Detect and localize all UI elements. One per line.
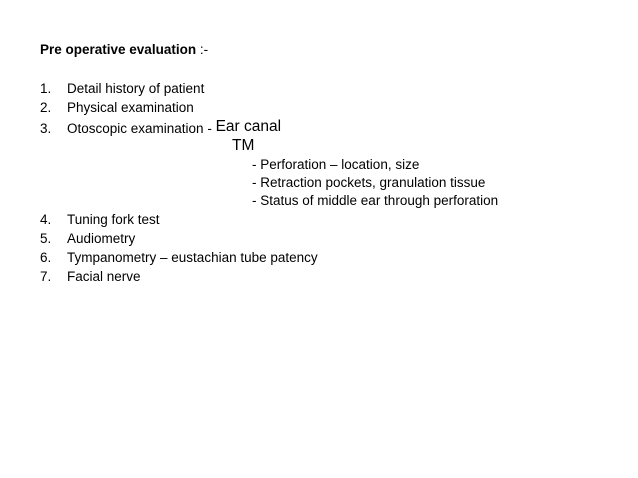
list-item-number: 1. xyxy=(40,81,52,96)
ear-canal-label: Ear canal xyxy=(215,118,282,135)
list-item-number: 3. xyxy=(40,121,52,136)
list-item-number: 6. xyxy=(40,250,52,265)
list-item-number: 4. xyxy=(40,212,52,227)
list-item-text: Detail history of patient xyxy=(67,81,205,96)
list-item-number: 7. xyxy=(40,269,52,284)
list-item-text: Audiometry xyxy=(67,231,136,246)
slide-title xyxy=(40,42,208,58)
title-suffix: :- xyxy=(196,42,209,57)
tm-subitem: - Status of middle ear through perforation xyxy=(252,193,499,208)
list-item-number: 2. xyxy=(40,100,52,115)
list-item-text: Physical examination xyxy=(67,100,194,115)
list-item-text: Facial nerve xyxy=(67,269,141,284)
tm-label: TM xyxy=(232,137,255,154)
otoscopic-label: Otoscopic examination - xyxy=(67,121,216,136)
tm-subitem: - Perforation – location, size xyxy=(252,157,420,172)
tm-subitem: - Retraction pockets, granulation tissue xyxy=(252,175,486,190)
list-item-text: Tympanometry – eustachian tube patency xyxy=(67,250,318,265)
list-item-text: Tuning fork test xyxy=(67,212,160,227)
list-item-number: 5. xyxy=(40,231,52,246)
list-item-text xyxy=(67,119,281,135)
title-bold-text: Pre operative evaluation xyxy=(40,42,197,57)
